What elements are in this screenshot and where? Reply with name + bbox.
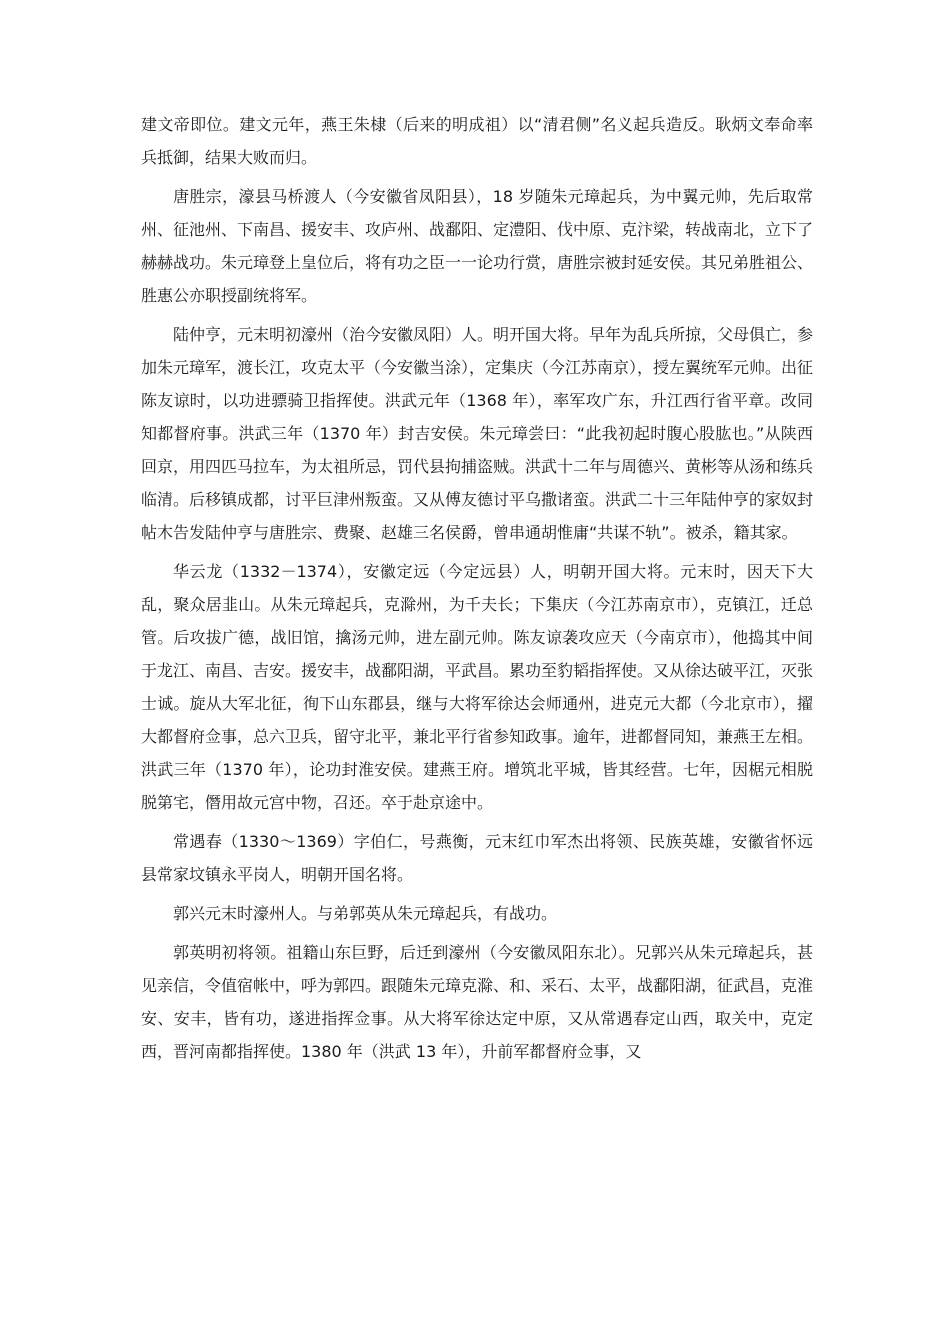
paragraph-geng-bingwen-end: 建文帝即位。建文元年，燕王朱棣（后来的明成祖）以“清君侧”名义起兵造反。耿炳文奉命率兵抵御，结果大败而归。 [141,115,813,167]
paragraph-chang-yuchun: 常遇春（1330～1369）字伯仁，号燕衡，元末红巾军杰出将领、民族英雄，安徽省怀远县常家坟镇永平岗人，明朝开国名将。 [141,832,813,884]
paragraph-tang-shengzong: 唐胜宗，濠县马桥渡人（今安徽省凤阳县），18 岁随朱元璋起兵，为中翼元帅，先后取常州、征池州、下南昌、援安丰、攻庐州、战鄱阳、定澧阳、伐中原、克汴梁，转战南北，立下了赫赫战功。朱元璋登上皇位后，将有功之臣一一论功行赏，唐胜宗被封延安侯。其兄弟胜祖公、胜惠公亦职授副统将军。 [141,187,814,305]
paragraph-hua-yunlong: 华云龙（1332－1374），安徽定远（今定远县）人，明朝开国大将。元末时，因天下大乱，聚众居韭山。从朱元璋起兵，克滁州，为千夫长；下集庆（今江苏南京市），克镇江，迁总管。后攻拔广德，战旧馆，擒汤元帅，进左副元帅。陈友谅袭攻应天（今南京市），他捣其中间于龙江、南昌、吉安。援安丰，战鄱阳湖，平武昌。累功至豹韬指挥使。又从徐达破平江，灭张士诚。旋从大军北征，徇下山东郡县，继与大将军徐达会师通州，进克元大都（今北京市），擢大都督府佥事，总六卫兵，留守北平，兼北平行省参知政事。逾年，进都督同知，兼燕王左相。洪武三年（1370 年），论功封淮安侯。建燕王府。增筑北平城，皆其经营。七年，因椐元相脱脱第宅，僭用故元宫中物，召还。卒于赴京途中。 [141,562,814,812]
paragraph-guo-ying: 郭英明初将领。祖籍山东巨野，后迁到濠州（今安徽凤阳东北）。兄郭兴从朱元璋起兵，甚见亲信，令值宿帐中，呼为郭四。跟随朱元璋克滁、和、采石、太平，战鄱阳湖，征武昌，克淮安、安丰，皆有功，遂进指挥佥事。从大将军徐达定中原，又从常遇春定山西，取关中，克定西，晋河南都指挥使。1380 年（洪武 13 年），升前军都督府佥事，又 [141,943,814,1061]
document-body [141,108,813,1074]
paragraph-lu-zhongheng: 陆仲亨，元末明初濠州（治今安徽凤阳）人。明开国大将。早年为乱兵所掠，父母俱亡，参加朱元璋军，渡长江，攻克太平（今安徽当涂），定集庆（今江苏南京），授左翼统军元帅。出征陈友谅时，以功进骠骑卫指挥使。洪武元年（1368 年），率军攻广东，升江西行省平章。改同知都督府事。洪武三年（1370 年）封吉安侯。朱元璋尝曰：“此我初起时腹心股肱也。”从陕西回京，用四匹马拉车，为太祖所忌，罚代县拘捕盗贼。洪武十二年与周德兴、黄彬等从汤和练兵临清。后移镇成都，讨平巨津州叛蛮。又从傅友德讨平乌撒诸蛮。洪武二十三年陆仲亨的家奴封帖木告发陆仲亨与唐胜宗、费聚、赵雄三名侯爵，曾串通胡惟庸“共谋不轨”。被杀，籍其家。 [141,325,814,542]
paragraph-guo-xing: 郭兴元末时濠州人。与弟郭英从朱元璋起兵，有战功。 [173,904,558,923]
